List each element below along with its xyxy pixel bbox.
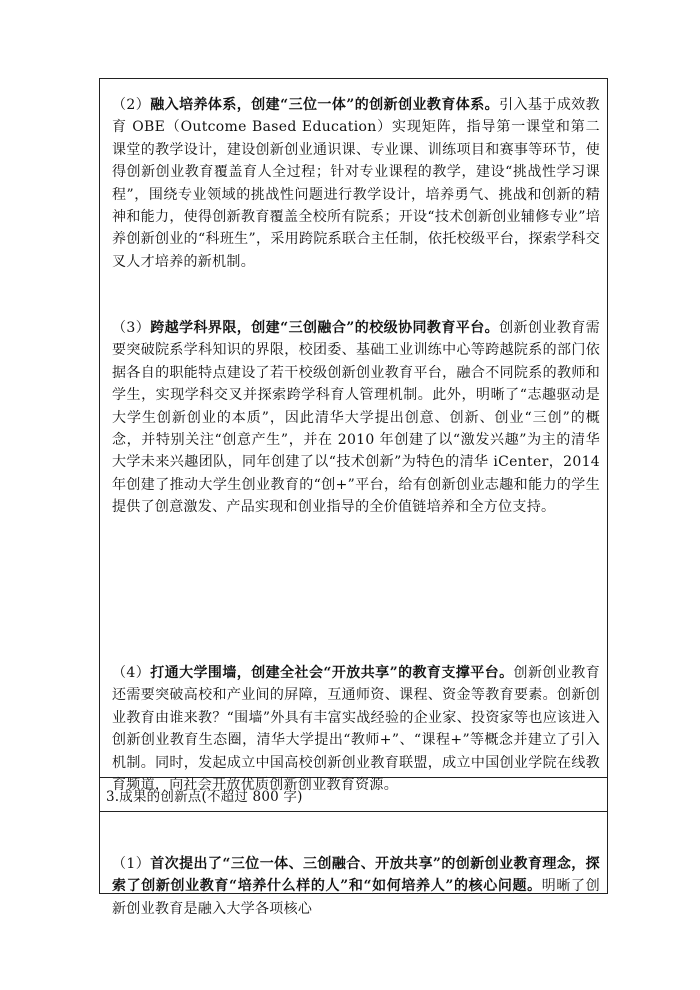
- content-table: [99, 78, 608, 917]
- achievement-content-cell: [100, 79, 607, 794]
- innovation-paragraph-1-body: 明晰了创新创业教育是融入大学各项核心: [112, 878, 600, 917]
- innovation-paragraph-1-number: （1）: [112, 856, 151, 872]
- paragraph-3-body: 创新创业教育需要突破院系学科知识的界限，校团委、基础工业训练中心等跨越院系的部门依据各自的职能特点建设了若干校级创新创业教育平台，融合不同院系的教师和学生，实现学科交叉并探索跨学科育人管理机制。此外，明晰了“志趣驱动是大学生创新创业的本质”，因此清华大学提出创意、创新、创业“三创”的概念，并特别关注“创意产生”，并在 2010 年创建了以“激发兴趣”为主的清华大学未来兴趣团队，同年创建了以“技术创新”为特色的清华 iCenter，2014 年创建了推动大学生创业教育的“创+”平台，给有创新创业志趣和能力的学生提供了创意激发、产品实现和创业指导的全价值链培养和全方位支持。: [112, 320, 600, 516]
- paragraph-3: [112, 317, 600, 519]
- innovation-section-heading-cell: [100, 777, 607, 812]
- innovation-section-heading: 3.成果的创新点(不超过 800 字): [106, 789, 303, 805]
- innovation-paragraph-1-heading: 首次提出了“三位一体、三创融合、开放共享”的创新创业教育理念，探索了创新创业教育“培养什么样的人”和“如何培养人”的核心问题。: [112, 856, 600, 895]
- paragraph-3-number: （3）: [112, 320, 151, 336]
- paragraph-2-body: 引入基于成效教育 OBE（Outcome Based Education）实现矩阵，指导第一课堂和第二课堂的教学设计，建设创新创业通识课、专业课、训练项目和赛事等环节，使得创新创业教育覆盖育人全过程；针对专业课程的教学，建设“挑战性学习课程”，围绕专业领域的挑战性问题进行教学设计，培养勇气、挑战和创新的精神和能力，使得创新教育覆盖全校所有院系；开设“技术创新创业辅修专业”培养创新创业的“科班生”，采用跨院系联合主任制，依托校级平台，探索学科交叉人才培养的新机制。: [112, 97, 600, 270]
- innovation-paragraph-1: [112, 853, 600, 920]
- paragraph-4-heading: 打通大学围墙，创建全社会“开放共享”的教育支撑平台。: [150, 665, 514, 681]
- paragraph-2-number: （2）: [112, 97, 151, 113]
- paragraph-2-heading: 融入培养体系，创建“三位一体”的创新创业教育体系。: [150, 97, 500, 113]
- paragraph-4-number: （4）: [112, 665, 151, 681]
- paragraph-2: [112, 94, 600, 273]
- paragraph-3-heading: 跨越学科界限，创建“三创融合”的校级协同教育平台。: [150, 320, 500, 336]
- paragraph-4-body: 创新创业教育还需要突破高校和产业间的屏障，互通师资、课程、资金等教育要素。创新创业教育由谁来教？“围墙”外具有丰富实战经验的企业家、投资家等也应该进入创新创业教育生态圈，清华大学提出“教师+”、“课程+”等概念并建立了引入机制。同时，发起成立中国高校创新创业教育联盟，成立中国创业学院在线教育频道，向社会开放优质创新创业教育资源。: [112, 665, 600, 794]
- innovation-content-cell: [100, 811, 607, 917]
